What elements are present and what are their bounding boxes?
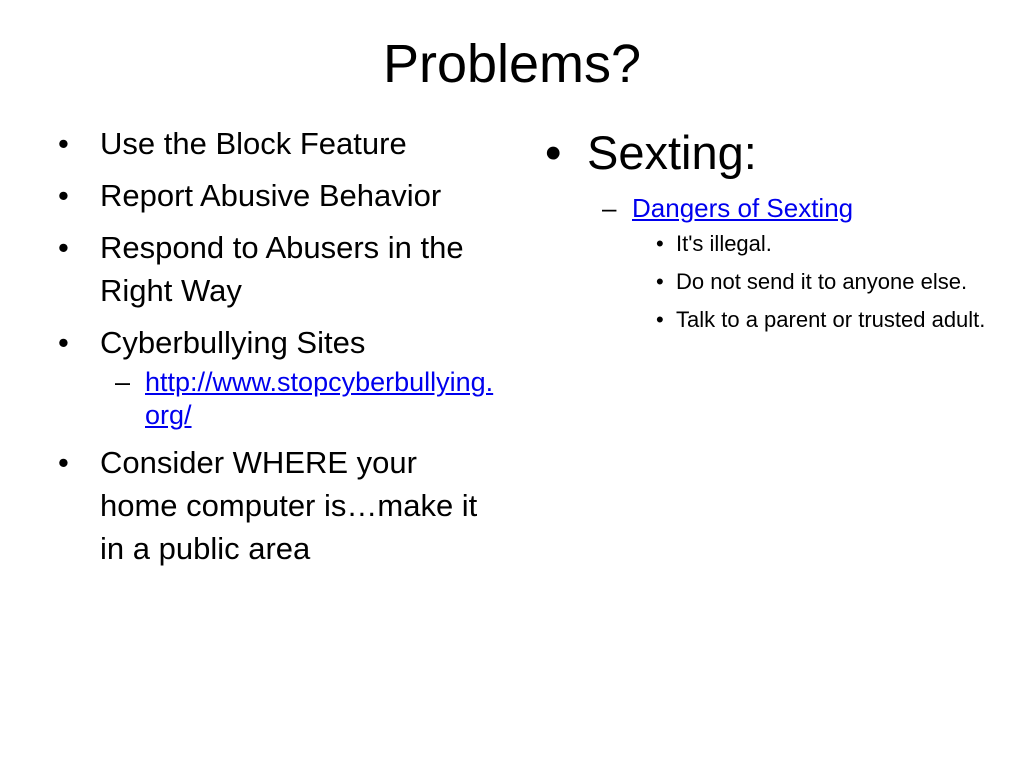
bullet-icon: • <box>58 126 69 161</box>
list-item-text: Consider WHERE your home computer is…make it in a public area <box>100 445 478 566</box>
sub-sub-list-item <box>632 229 1024 259</box>
bullet-icon: • <box>545 126 562 179</box>
sub-sub-list-item <box>632 267 1024 297</box>
bullet-icon: • <box>58 325 69 360</box>
list-item-text: Report Abusive Behavior <box>100 178 442 213</box>
point-text: It's illegal. <box>676 231 772 256</box>
bullet-icon: • <box>58 445 69 480</box>
dash-icon: – <box>115 367 131 397</box>
list-item-text: Respond to Abusers in the Right Way <box>100 230 464 308</box>
sub-list-item <box>100 366 500 432</box>
list-item-text: Use the Block Feature <box>100 126 407 161</box>
list-item <box>58 122 500 165</box>
stopcyberbullying-link[interactable]: http://www.stopcyberbullying.org/ <box>145 367 494 430</box>
point-text: Do not send it to anyone else. <box>676 269 968 294</box>
bullet-icon: • <box>58 178 69 213</box>
left-column <box>58 122 500 579</box>
left-bullet-list <box>58 122 500 570</box>
point-text: Talk to a parent or trusted adult. <box>676 307 986 332</box>
bullet-icon: • <box>58 230 69 265</box>
right-column <box>545 122 995 343</box>
list-item <box>58 441 500 570</box>
bullet-icon: • <box>656 231 664 256</box>
dash-icon: – <box>602 193 617 223</box>
list-item <box>58 174 500 217</box>
right-bullet-list <box>545 122 995 335</box>
list-item <box>58 226 500 312</box>
sub-list <box>587 192 995 335</box>
list-item-text: Cyberbullying Sites <box>100 325 366 360</box>
sub-list <box>100 366 500 432</box>
dangers-of-sexting-link[interactable]: Dangers of Sexting <box>632 193 854 223</box>
list-item <box>545 122 995 335</box>
sub-list-item <box>587 192 995 335</box>
slide-title: Problems? <box>382 34 642 94</box>
list-item <box>58 321 500 432</box>
sub-sub-list-item <box>632 305 1024 335</box>
bullet-icon: • <box>656 269 664 294</box>
sub-sub-list <box>632 229 995 335</box>
sexting-heading: Sexting: <box>587 126 757 179</box>
bullet-icon: • <box>656 307 664 332</box>
